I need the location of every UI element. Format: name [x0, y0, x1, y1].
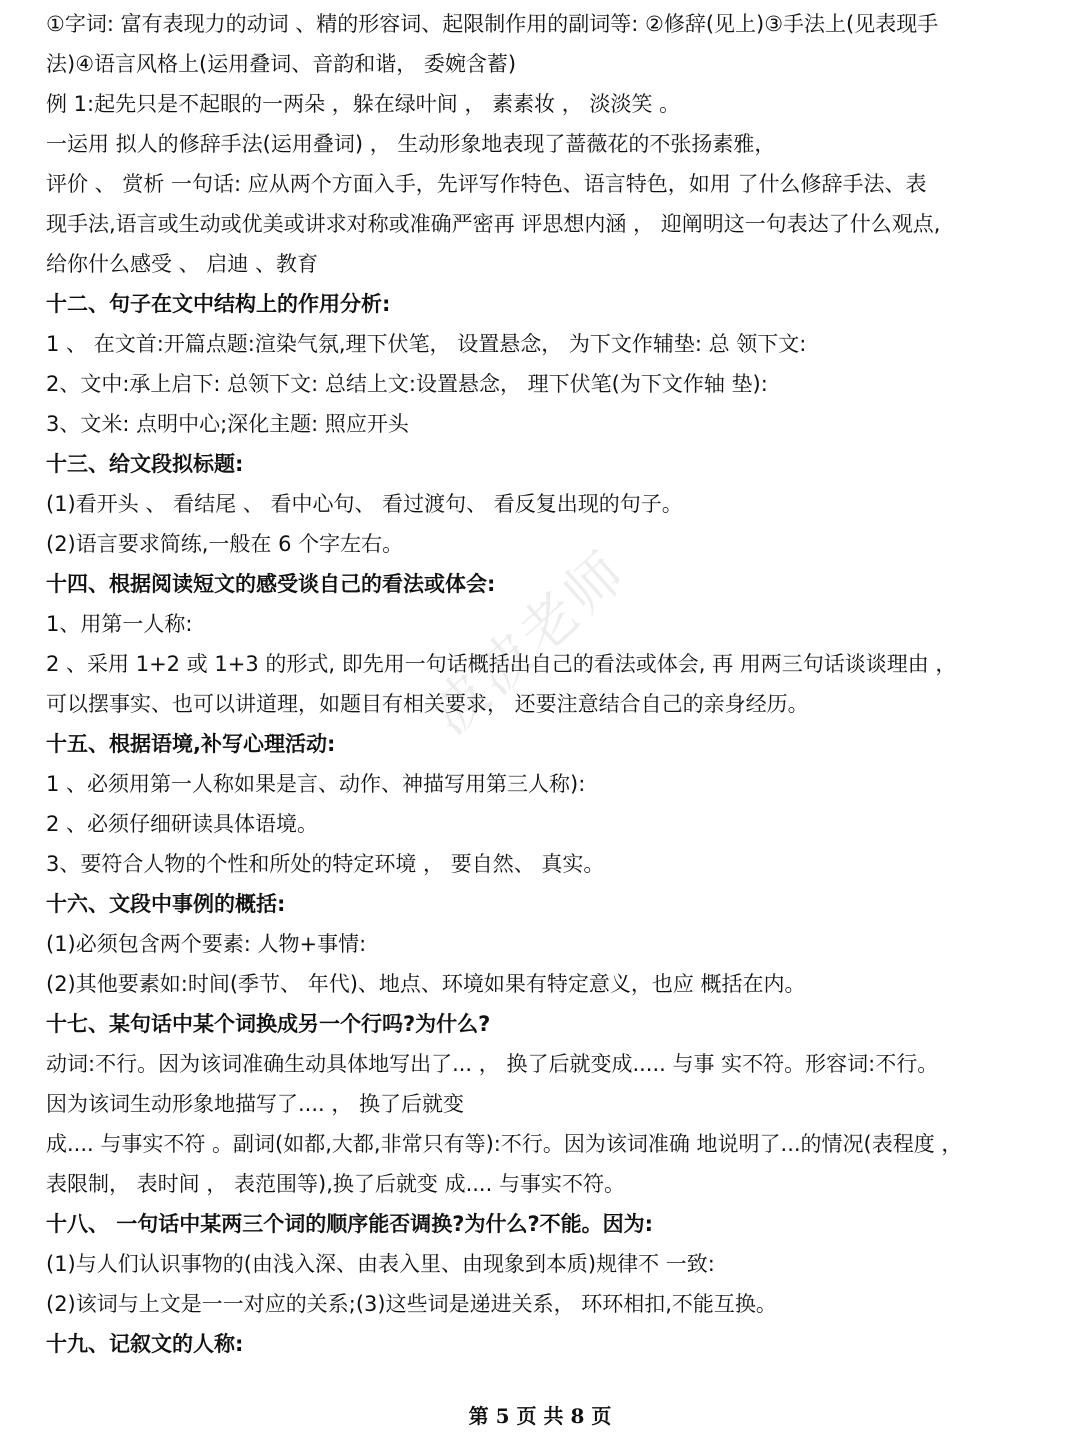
text-line: 表限制， 表时间 ， 表范围等),换了后就变 成.... 与事实不符。: [46, 1172, 625, 1196]
section-heading: 十二、句子在文中结构上的作用分析:: [46, 292, 391, 316]
section-heading: 十六、文段中事例的概括:: [46, 892, 286, 916]
text-line: (1)看开头 、 看结尾 、 看中心句、 看过渡句、 看反复出现的句子。: [46, 492, 683, 516]
text-line: (2)该词与上文是一一对应的关系;(3)这些词是递进关系， 环环相扣,不能互换。: [46, 1292, 777, 1316]
text-line: (1)与人们认识事物的(由浅入深、由表入里、由现象到本质)规律不 一致:: [46, 1252, 715, 1276]
text-line: (1)必须包含两个要素: 人物+事情:: [46, 932, 367, 956]
document-body: [46, 4, 1046, 1364]
text-line: 成.... 与事实不符 。副词(如都,大都,非常只有等):不行。因为该词准确 地说明了...的情况(表程度 ，: [46, 1132, 963, 1156]
text-line: 因为该词生动形象地描写了.... ， 换了后就变: [46, 1092, 465, 1116]
text-line: 1 、必须用第一人称如果是言、动作、神描写用第三人称):: [46, 772, 586, 796]
text-line: 例 1:起先只是不起眼的一两朵 ，躲在绿叶间 ， 素素妆 ， 淡淡笑 。: [46, 92, 681, 116]
text-line: 给你什么感受 、 启迪 、教育: [46, 252, 319, 276]
text-line: 1 、 在文首:开篇点题:渲染气氛,理下伏笔， 设置悬念， 为下文作辅垫: 总 领下文:: [46, 332, 807, 356]
section-heading: 十四、根据阅读短文的感受谈自己的看法或体会:: [46, 572, 496, 596]
section-heading: 十七、某句话中某个词换成另一个行吗?为什么?: [46, 1012, 491, 1036]
text-line: 动词:不行。因为该词准确生动具体地写出了... ， 换了后就变成..... 与事 实不符。形容词:不行。: [46, 1052, 939, 1076]
text-line: ①字词: 富有表现力的动词 、精的形容词、起限制作用的副词等: ②修辞(见上)③手法上(见表现手: [46, 12, 939, 36]
section-heading: 十三、给文段拟标题:: [46, 452, 244, 476]
text-line: 3、文米: 点明中心;深化主题: 照应开头: [46, 412, 409, 436]
text-line: (2)语言要求简练,一般在 6 个字左右。: [46, 532, 404, 556]
section-heading: 十九、记叙文的人称:: [46, 1332, 244, 1356]
text-line: 2 、必须仔细研读具体语境。: [46, 812, 319, 836]
text-line: 3、要符合人物的个性和所处的特定环境 ， 要自然、 真实。: [46, 852, 605, 876]
text-line: 1、用第一人称:: [46, 612, 193, 636]
text-line: (2)其他要素如:时间(季节、 年代)、地点、环境如果有特定意义，也应 概括在内。: [46, 972, 806, 996]
section-heading: 十五、根据语境,补写心理活动:: [46, 732, 336, 756]
text-line: 可以摆事实、也可以讲道理，如题目有相关要求， 还要注意结合自己的亲身经历。: [46, 692, 809, 716]
text-line: 一运用 拟人的修辞手法(运用叠词) ， 生动形象地表现了蔷薇花的不张扬素雅，: [46, 132, 776, 156]
text-line: 评价 、 赏析 一句话: 应从两个方面入手，先评写作特色、语言特色，如用 了什么修辞手法、表: [46, 172, 927, 196]
text-line: 2、文中:承上启下: 总领下文: 总结上文:设置悬念， 理下伏笔(为下文作轴 垫):: [46, 372, 768, 396]
text-line: 现手法,语言或生动或优美或讲求对称或准确严密再 评思想内涵 ， 迎阐明这一句表达了什么观点,: [46, 212, 941, 236]
section-heading: 十八、 一句话中某两三个词的顺序能否调换?为什么?不能。因为:: [46, 1212, 654, 1236]
text-line: 法)④语言风格上(运用叠词、音韵和谐， 委婉含蓄): [46, 52, 517, 76]
watermark: 波波老师: [418, 538, 640, 748]
text-line: 2 、采用 1+2 或 1+3 的形式, 即先用一句话概括出自己的看法或体会, 再 用两三句话谈谈理由 ，: [46, 652, 957, 676]
page-footer: 第 5 页 共 8 页: [468, 1404, 612, 1428]
